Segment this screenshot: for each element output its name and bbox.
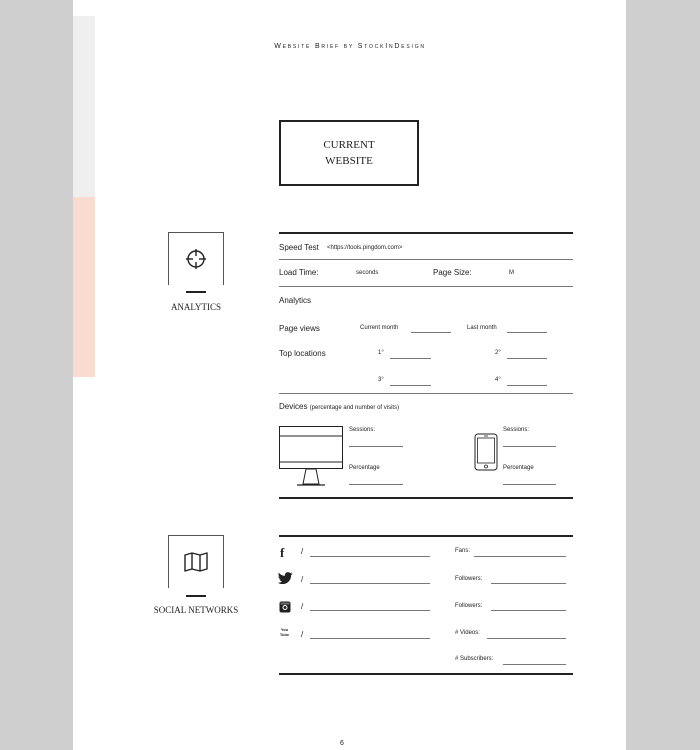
location-3-label: 3° xyxy=(378,377,384,383)
instagram-handle-field[interactable] xyxy=(310,610,430,611)
desktop-percentage-field[interactable] xyxy=(349,484,403,485)
desktop-sessions-field[interactable] xyxy=(349,446,403,447)
desktop-percentage-label: Percentage xyxy=(349,465,380,471)
social-icon-underline xyxy=(186,595,206,597)
youtube-videos-field[interactable] xyxy=(487,638,566,639)
analytics-section-label: ANALYTICS xyxy=(170,302,222,312)
analytics-icon-underline xyxy=(186,291,206,293)
left-margin-band xyxy=(73,16,95,197)
social-section-label: SOCIAL NETWORKS xyxy=(153,605,239,615)
location-2-field[interactable] xyxy=(507,358,547,359)
current-box-line1: CURRENT xyxy=(323,139,375,151)
location-3-field[interactable] xyxy=(390,385,431,386)
youtube-videos-label: # Videos: xyxy=(455,630,480,636)
social-top-rule xyxy=(279,535,573,537)
devices-title: Devices xyxy=(279,402,308,411)
document-header-title: Website Brief by StockInDesign xyxy=(274,43,426,50)
instagram-slash: / xyxy=(301,602,304,611)
page-size-label: Page Size: xyxy=(433,268,472,277)
page-size-unit: M xyxy=(509,270,514,276)
last-month-label: Last month xyxy=(467,325,497,331)
current-month-label: Current month xyxy=(360,325,399,331)
analytics-top-rule xyxy=(279,232,573,234)
accent-band xyxy=(73,197,95,377)
devices-label xyxy=(279,402,399,411)
analytics-icon-box xyxy=(168,232,224,285)
crosshair-icon xyxy=(185,248,207,270)
smartphone-icon xyxy=(474,433,498,471)
desktop-sessions-label: Sessions: xyxy=(349,427,376,433)
page-views-label: Page views xyxy=(279,324,320,333)
mobile-percentage-field[interactable] xyxy=(503,484,556,485)
facebook-slash: / xyxy=(301,547,304,556)
current-box-line2: WEBSITE xyxy=(325,155,373,167)
top-locations-label: Top locations xyxy=(279,349,326,358)
location-4-label: 4° xyxy=(495,377,501,383)
analytics-label: Analytics xyxy=(279,296,312,305)
youtube-subscribers-field[interactable] xyxy=(503,664,566,665)
social-icon-box xyxy=(168,535,224,588)
desktop-monitor-icon xyxy=(279,426,343,488)
rule-load xyxy=(279,286,573,287)
facebook-icon: f xyxy=(280,545,285,560)
map-icon xyxy=(184,552,208,572)
facebook-handle-field[interactable] xyxy=(310,556,430,557)
analytics-bottom-rule xyxy=(279,497,573,499)
youtube-icon-text: You Tube xyxy=(279,627,290,637)
twitter-handle-field[interactable] xyxy=(310,583,430,584)
current-website-box xyxy=(279,120,419,186)
rule-locations xyxy=(279,393,573,394)
social-bottom-rule xyxy=(279,673,573,675)
location-1-field[interactable] xyxy=(390,358,431,359)
rule-speed xyxy=(279,259,573,260)
youtube-slash: / xyxy=(301,630,304,639)
twitter-icon xyxy=(278,572,293,584)
location-1-label: 1° xyxy=(378,350,384,356)
devices-subtitle: (percentage and number of visits) xyxy=(309,405,400,411)
instagram-icon xyxy=(279,601,291,613)
location-4-field[interactable] xyxy=(507,385,547,386)
facebook-metric-field[interactable] xyxy=(474,556,566,557)
instagram-metric-label: Followers: xyxy=(455,603,483,609)
last-month-field[interactable] xyxy=(507,332,547,333)
mobile-percentage-label: Percentage xyxy=(503,465,534,471)
mobile-sessions-field[interactable] xyxy=(503,446,556,447)
facebook-metric-label: Fans: xyxy=(455,548,471,554)
instagram-metric-field[interactable] xyxy=(491,610,566,611)
twitter-metric-label: Followers: xyxy=(455,576,483,582)
speed-test-url: <https://tools.pingdom.com> xyxy=(327,245,403,251)
page-number: 6 xyxy=(340,740,344,747)
load-time-unit: seconds xyxy=(356,270,379,276)
speed-test-label: Speed Test xyxy=(279,243,319,252)
mobile-sessions-label: Sessions: xyxy=(503,427,530,433)
youtube-icon xyxy=(279,627,290,637)
twitter-metric-field[interactable] xyxy=(491,583,566,584)
youtube-subscribers-label: # Subscribers: xyxy=(455,656,494,662)
current-month-field[interactable] xyxy=(411,332,451,333)
youtube-handle-field[interactable] xyxy=(310,638,430,639)
twitter-slash: / xyxy=(301,575,304,584)
load-time-label: Load Time: xyxy=(279,268,319,277)
location-2-label: 2° xyxy=(495,350,501,356)
